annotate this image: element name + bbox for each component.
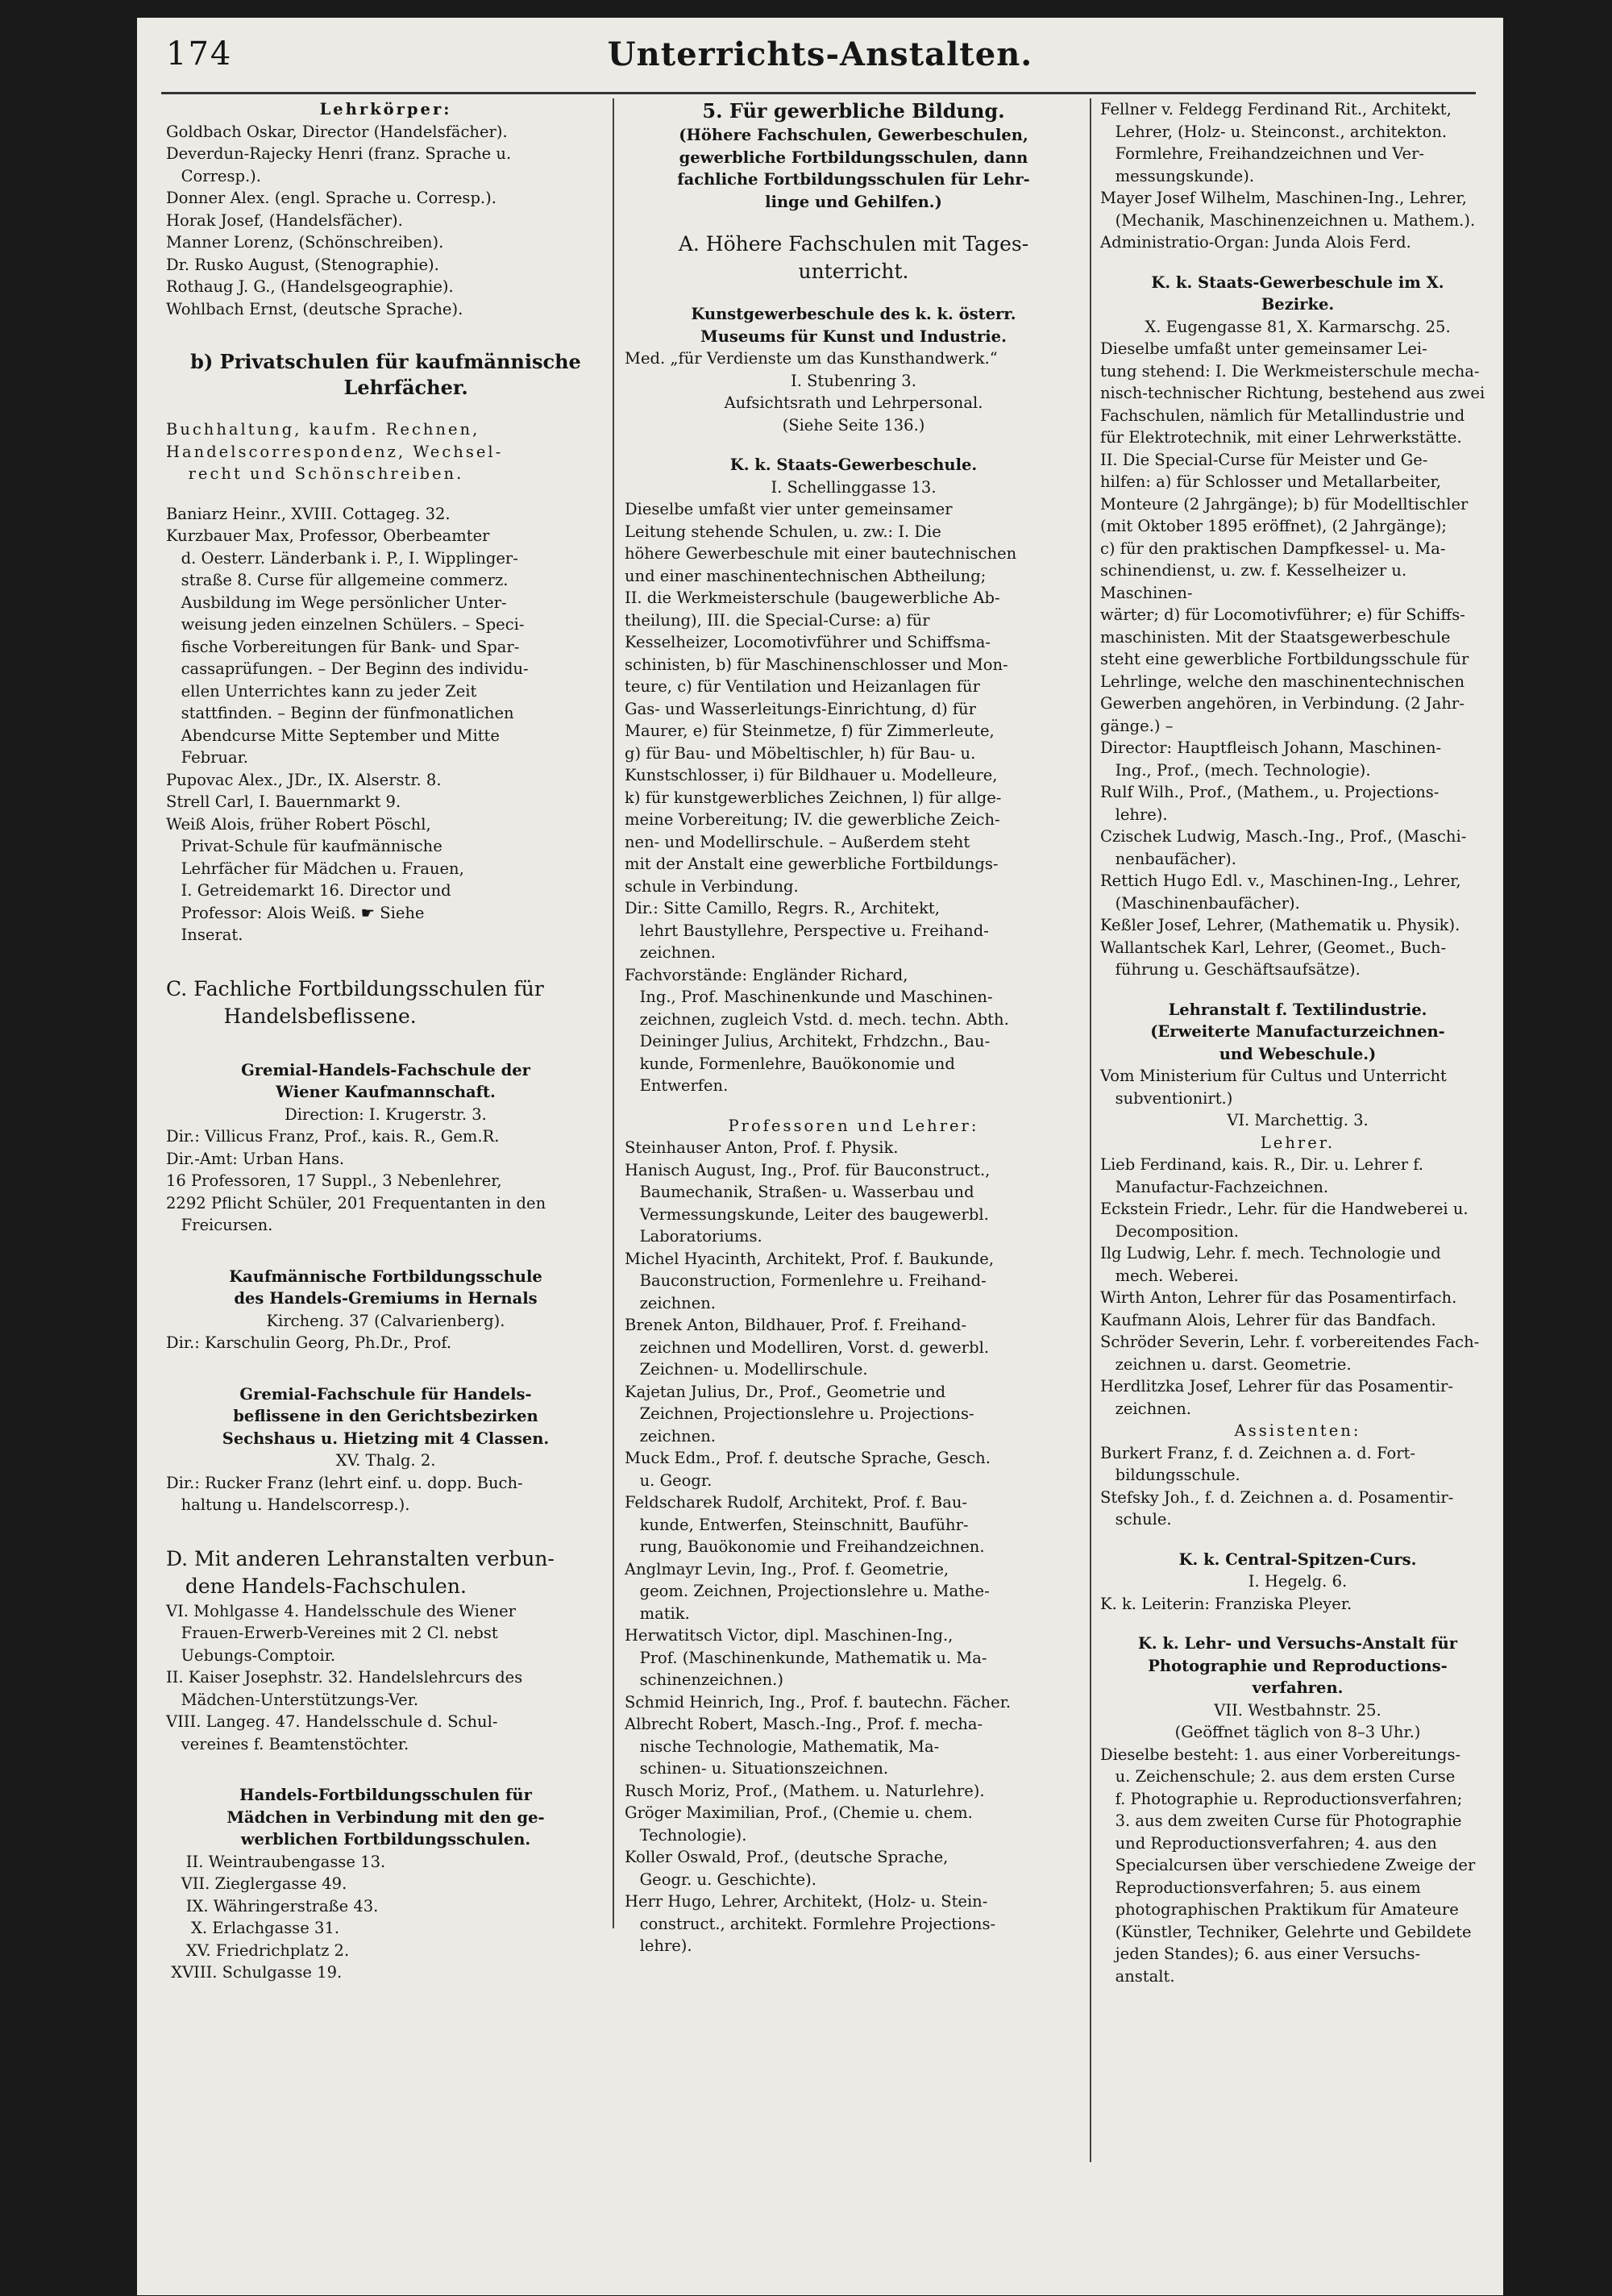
text-entry: I. Stubenring 3. Aufsichtsrath und Lehrpersonal. (Siehe Seite 136.) (724, 371, 983, 435)
text-entry: Herdlitzka Josef, Lehrer für das Posamentir- zeichnen. (1100, 1377, 1453, 1418)
text-entry: Administratio-Organ: Junda Alois Ferd. (1100, 233, 1411, 252)
text-entry: Horak Josef, (Handelsfächer). (166, 210, 403, 230)
text-entry: Dir.: Rucker Franz (lehrt einf. u. dopp. Buch- haltung u. Handelscorresp.). (166, 1473, 523, 1514)
text-entry: Gröger Maximilian, Prof., (Chemie u. chem. Technologie). (625, 1803, 973, 1845)
text-entry: Dir.: Karschulin Georg, Ph.Dr., Prof. (166, 1333, 452, 1352)
text-entry: Manner Lorenz, (Schönschreiben). (166, 233, 444, 252)
section-heading: Lehrkörper: (319, 100, 452, 119)
text-entry: Muck Edm., Prof. f. deutsche Sprache, Gesch. u. Geogr. (625, 1449, 991, 1490)
text-entry: C. Fachliche Fortbildungsschulen für Handelsbeflissene. (166, 976, 544, 1028)
text-entry: Fellner v. Feldegg Ferdinand Rit., Architekt, Lehrer, (Holz- u. Steinconst., architekton. Formlehre, Freihandzeichnen und Ver- messungskunde). (1100, 100, 1452, 185)
text-entry: A. Höhere Fachschulen mit Tages- unterricht. (678, 232, 1029, 283)
text-entry: Dir.: Villicus Franz, Prof., kais. R., Gem.R. (166, 1127, 500, 1146)
section-heading: Gremial-Handels-Fachschule der Wiener Kaufmannschaft. (241, 1060, 530, 1101)
text-entry: Schmid Heinrich, Ing., Prof. f. bautechn. Fächer. (625, 1692, 1012, 1712)
text-entry: K. k. Leiterin: Franziska Pleyer. (1100, 1594, 1352, 1613)
text-entry: Wallantschek Karl, Lehrer, (Geomet., Buch- führung u. Geschäftsaufsätze). (1100, 938, 1447, 979)
text-entry: Ilg Ludwig, Lehr. f. mech. Technologie und mech. Weberei. (1100, 1244, 1441, 1285)
text-entry: Kaufmann Alois, Lehrer für das Bandfach. (1100, 1310, 1436, 1329)
text-entry: Dir.: Sitte Camillo, Regrs. R., Architekt, lehrt Baustyllehre, Perspective u. Freihand- zeichnen. (625, 899, 989, 962)
text-entry: Assistenten: (1234, 1421, 1361, 1440)
text-entry: Fachvorstände: Engländer Richard, Ing., Prof. Maschinenkunde und Maschinen- zeichnen, zugleich Vstd. d. mech. techn. Abth. Deininger Julius, Architekt, Frhdzchn., Bau- kunde, Formenlehre, Bauökonomie und Entwerfen. (625, 965, 1009, 1095)
section-heading: K. k. Staats-Gewerbeschule im X. Bezirke. (1151, 272, 1444, 314)
text-entry: Mayer Josef Wilhelm, Maschinen-Ing., Lehrer, (Mechanik, Maschinenzeichnen u. Mathem.). (1100, 189, 1476, 230)
section-heading: K. k. Lehr- und Versuchs-Anstalt für Photographie und Reproductions- verfahren. (1137, 1634, 1458, 1697)
text-entry: Professoren und Lehrer: (728, 1116, 979, 1135)
text-entry: Anglmayr Levin, Ing., Prof. f. Geometrie, geom. Zeichnen, Projectionslehre u. Mathe- matik. (625, 1559, 990, 1623)
text-entry: Deverdun-Rajecky Henri (franz. Sprache u. Corresp.). (166, 144, 512, 185)
text-entry: Weiß Alois, früher Robert Pöschl, Privat-Schule für kaufmännische Lehrfächer für Mädchen u. Frauen, I. Getreidemarkt 16. Director und Professor: Alois Weiß. ☛ Siehe Inserat. (166, 814, 464, 944)
text-entry: VI. Mohlgasse 4. Handelsschule des Wiener Frauen-Erwerb-Vereines mit 2 Cl. nebst Uebungs-Comptoir. (166, 1601, 516, 1665)
text-entry: Director: Hauptfleisch Johann, Maschinen- Ing., Prof., (mech. Technologie). (1100, 738, 1442, 780)
column-left (166, 98, 605, 1984)
text-entry: 16 Professoren, 17 Suppl., 3 Nebenlehrer, 2292 Pflicht Schüler, 201 Frequentanten in den Freicursen. (166, 1171, 546, 1234)
text-entry: Albrecht Robert, Masch.-Ing., Prof. f. mecha- nische Technologie, Mathematik, Ma- schinen- u. Situationszeichnen. (625, 1715, 983, 1778)
text-entry: Vom Ministerium für Cultus und Unterricht subventionirt.) (1100, 1067, 1447, 1108)
text-entry: Koller Oswald, Prof., (deutsche Sprache, Geogr. u. Geschichte). (625, 1848, 949, 1889)
text-entry: X. Eugengasse 81, X. Karmarschg. 25. (1145, 317, 1451, 336)
text-entry: Lehrer. (1260, 1133, 1336, 1152)
text-entry: Dieselbe umfaßt unter gemeinsamer Lei- tung stehend: I. Die Werkmeisterschule mecha- nisch-technischer Richtung, bestehend aus zwei Fachschulen, nämlich für Metallindustrie und für Elektrotechnik, mit einer Lehrwerkstätte. II. Die Special-Curse für Meister und Ge- hilfen: a) für Schlosser und Metallarbeiter, Monteure (2 Jahrgänge); b) für Modelltischler (mit Oktober 1895 eröffnet), (2 Jahrgänge); c) für den praktischen Dampfkessel- u. Ma- schinendienst, u. zw. f. Kesselheizer u. Maschinen- wärter; d) für Locomotivführer; e) für Schiffs- maschinisten. Mit der Staatsgewerbeschule steht eine gewerbliche Fortbildungsschule für Lehrlinge, welche den maschinentechnischen Gewerben angehören, in Verbindung. (2 Jahr- gänge.) – (1100, 339, 1485, 735)
text-entry: Wohlbach Ernst, (deutsche Sprache). (166, 299, 463, 318)
text-entry: Lieb Ferdinand, kais. R., Dir. u. Lehrer f. Manufactur-Fachzeichnen. (1100, 1155, 1423, 1196)
text-entry: Rulf Wilh., Prof., (Mathem., u. Projections- lehre). (1100, 783, 1440, 824)
text-entry: Dieselbe besteht: 1. aus einer Vorbereitungs- u. Zeichenschule; 2. aus dem ersten Curse f. Photographie u. Reproductionsverfahren; 3. aus dem zweiten Curse für Photographie und Reproductionsverfahren; 4. aus den Specialcursen über verschiedene Zweige der Reproductionsverfahren; 5. aus einem photographischen Praktikum für Amateure (Künstler, Techniker, Gelehrte und Gebildete jeden Standes); 6. aus einer Versuchs- anstalt. (1100, 1745, 1476, 1986)
section-heading: 5. Für gewerbliche Bildung. (702, 99, 1005, 123)
section-heading: Lehranstalt f. Textilindustrie. (Erweiterte Manufacturzeichnen- und Webeschule.) (1150, 1000, 1445, 1063)
text-entry: XV. Thalg. 2. (335, 1451, 436, 1470)
text-entry: Kircheng. 37 (Calvarienberg). (266, 1311, 505, 1330)
text-entry: Donner Alex. (engl. Sprache u. Corresp.). (166, 189, 496, 207)
text-entry: Baniarz Heinr., XVIII. Cottageg. 32. (166, 504, 451, 523)
page-number: 174 (166, 35, 233, 73)
text-entry: Hanisch August, Ing., Prof. für Bauconstruct., Baumechanik, Straßen- u. Wasserbau und Vermessungskunde, Leiter des baugewerbl. Laboratoriums. (625, 1160, 991, 1246)
text-entry: (Geöffnet täglich von 8–3 Uhr.) (1174, 1723, 1421, 1741)
text-entry: D. Mit anderen Lehranstalten verbun- dene Handels-Fachschulen. (166, 1546, 555, 1598)
text-entry: Dieselbe umfaßt vier unter gemeinsamer Leitung stehende Schulen, u. zw.: I. Die höhere Gewerbeschule mit einer bautechnischen und einer maschinentechnischen Abtheilung; II. die Werkmeisterschule (baugewerbliche Ab- theilung), III. die Special-Curse: a) für Kesselheizer, Locomotivführer und Schiffsma- schinisten, b) für Maschinenschlosser und Mon- teure, c) für Ventilation und Heizanlagen für Gas- und Wasserleitungs-Einrichtung, d) für Maurer, e) für Steinmetze, f) für Zimmerleute, g) für Bau- und Möbeltischler, h) für Bau- u. Kunstschlosser, i) für Bildhauer u. Modelleure, k) für kunstgewerbliches Zeichnen, l) für allge- meine Vorbereitung; IV. die gewerbliche Zeich- nen- und Modellirschule. – Außerdem steht mit der Anstalt eine gewerbliche Fortbildungs- schule in Verbindung. (625, 500, 1017, 896)
section-heading: K. k. Central-Spitzen-Curs. (1178, 1549, 1417, 1569)
text-entry: Med. „für Verdienste um das Kunsthandwerk.“ (625, 349, 998, 368)
text-entry: Steinhauser Anton, Prof. f. Physik. (625, 1138, 899, 1157)
section-heading: Handels-Fortbildungsschulen für Mädchen in Verbindung mit den ge- werblichen Fortbildungsschulen. (226, 1786, 545, 1849)
text-entry: Schröder Severin, Lehr. f. vorbereitendes Fach- zeichnen u. darst. Geometrie. (1100, 1333, 1480, 1374)
text-entry: Wirth Anton, Lehrer für das Posamentirfach. (1100, 1288, 1457, 1307)
text-entry: Strell Carl, I. Bauernmarkt 9. (166, 792, 401, 811)
text-entry: Burkert Franz, f. d. Zeichnen a. d. Fort- bildungsschule. (1100, 1443, 1415, 1484)
section-heading: Kaufmännische Fortbildungsschule des Handels-Gremiums in Hernals (229, 1267, 542, 1308)
section-heading: b) Privatschulen für kaufmännische Lehrfächer. (190, 350, 581, 399)
text-entry: Stefsky Joh., f. d. Zeichnen a. d. Posamentir- schule. (1100, 1487, 1454, 1529)
text-entry: Herwatitsch Victor, dipl. Maschinen-Ing., Prof. (Maschinenkunde, Mathematik u. Ma- schinenzeichnen.) (625, 1626, 987, 1689)
column-rule (1090, 98, 1091, 2162)
column-rule (613, 98, 614, 1928)
section-heading: K. k. Staats-Gewerbeschule. (729, 455, 978, 474)
text-entry: Goldbach Oskar, Director (Handelsfächer). (166, 122, 508, 141)
section-heading: (Höhere Fachschulen, Gewerbeschulen, gewerbliche Fortbildungsschulen, dann fachliche Fortbildungsschulen für Lehr- linge und Gehilfen.) (677, 126, 1030, 211)
text-entry: Herr Hugo, Lehrer, Architekt, (Holz- u. Stein- construct., architekt. Formlehre Projections- lehre). (625, 1892, 996, 1955)
running-head: Unterrichts-Anstalten. (607, 35, 1033, 73)
header-rule (161, 92, 1476, 94)
text-entry: II. Kaiser Josephstr. 32. Handelslehrcurs des Mädchen-Unterstützungs-Ver. (166, 1668, 523, 1709)
text-entry: I. Hegelg. 6. (1248, 1572, 1348, 1591)
text-entry: I. Schellinggasse 13. (771, 477, 937, 497)
text-entry: Dr. Rusko August, (Stenographie). (166, 255, 439, 274)
text-entry: Eckstein Friedr., Lehr. für die Handweberei u. Decomposition. (1100, 1200, 1469, 1241)
text-entry: Czischek Ludwig, Masch.-Ing., Prof., (Maschi- nenbaufächer). (1100, 827, 1467, 868)
text-entry: Buchhaltung, kaufm. Rechnen, Handelscorrespondenz, Wechsel- recht und Schönschreiben. (166, 420, 504, 483)
column-right (1100, 98, 1495, 1987)
section-heading: Kunstgewerbeschule des k. k. österr. Museums für Kunst und Industrie. (691, 305, 1016, 346)
text-entry: Rusch Moriz, Prof., (Mathem. u. Naturlehre). (625, 1781, 985, 1800)
text-entry: Rothaug J. G., (Handelsgeographie). (166, 277, 454, 296)
text-entry: II. Weintraubengasse 13. VII. Zieglergasse 49. IX. Währingerstraße 43. X. Erlachgasse 31. XV. Friedrichplatz 2. XVIII. Schulgasse 19. (171, 1852, 386, 1982)
section-heading: Gremial-Fachschule für Handels- beflissene in den Gerichtsbezirken Sechshaus u. Hietzing mit 4 Classen. (222, 1384, 550, 1448)
text-entry: Direction: I. Krugerstr. 3. (285, 1104, 487, 1124)
text-entry: VI. Marchettig. 3. (1227, 1111, 1369, 1129)
text-entry: Pupovac Alex., JDr., IX. Alserstr. 8. (166, 770, 442, 789)
book-page (137, 18, 1503, 2295)
column-middle (625, 98, 1082, 1957)
text-entry: Rettich Hugo Edl. v., Maschinen-Ing., Lehrer, (Maschinenbaufächer). (1100, 871, 1461, 913)
text-entry: VII. Westbahnstr. 25. (1214, 1700, 1381, 1720)
text-entry: Kajetan Julius, Dr., Prof., Geometrie und Zeichnen, Projectionslehre u. Projections- zeichnen. (625, 1382, 974, 1445)
text-entry: Keßler Josef, Lehrer, (Mathematik u. Physik). (1100, 916, 1460, 934)
text-entry: Kurzbauer Max, Professor, Oberbeamter d. Oesterr. Länderbank i. P., I. Wipplinger- straße 8. Curse für allgemeine commerz. Ausbildung im Wege persönlicher Unter- weisung jeden einzelnen Schülers. – Speci- fische Vorbereitungen für Bank- und Spar- cassaprüfungen. – Der Beginn des individu- ellen Unterrichtes kann zu jeder Zeit stattfinden. – Beginn der fünfmonatlichen Abendcurse Mitte September und Mitte Februar. (166, 526, 529, 767)
text-entry: Brenek Anton, Bildhauer, Prof. f. Freihand- zeichnen und Modelliren, Vorst. d. gewerbl. Zeichnen- u. Modellirschule. (625, 1316, 990, 1379)
text-entry: Michel Hyacinth, Architekt, Prof. f. Baukunde, Bauconstruction, Formenlehre u. Freihand- zeichnen. (625, 1249, 995, 1312)
text-entry: Feldscharek Rudolf, Architekt, Prof. f. Bau- kunde, Entwerfen, Steinschnitt, Bauführ- rung, Bauökonomie und Freihandzeichnen. (625, 1493, 985, 1556)
text-entry: Dir.-Amt: Urban Hans. (166, 1149, 345, 1168)
text-entry: VIII. Langeg. 47. Handelsschule d. Schul- vereines f. Beamtenstöchter. (166, 1712, 498, 1753)
